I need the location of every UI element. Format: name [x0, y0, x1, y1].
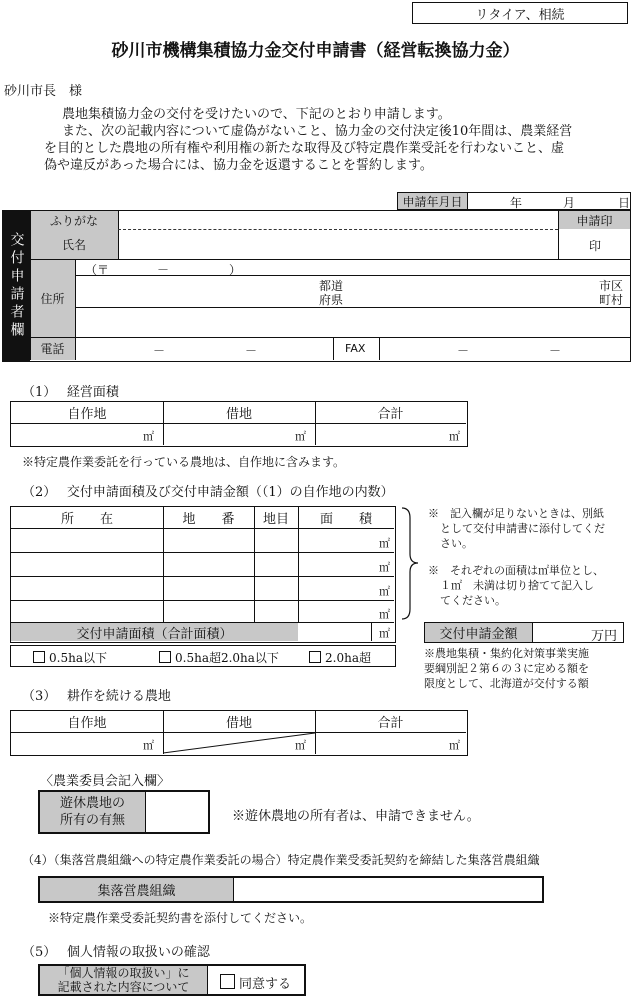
- sec2-note2-line2: １㎡ 未満は切り捨てて記入し: [440, 579, 594, 592]
- amount-box: [424, 622, 624, 643]
- sec2-total-label: 交付申請面積（合計面積）: [11, 623, 298, 641]
- fax-label: FAX: [345, 342, 366, 355]
- sec1-unit-total: ㎡: [449, 430, 460, 443]
- amount-note-line3: 限度として、北海道が交付する額: [424, 677, 589, 690]
- sec5-box: [38, 964, 306, 996]
- option-checkbox[interactable]: [33, 651, 45, 663]
- addressee: 砂川市長 様: [4, 84, 83, 99]
- sec1-header-lease: 借地: [225, 407, 252, 422]
- amount-unit: 万円: [591, 629, 618, 644]
- fax-dash-2: －: [549, 344, 562, 358]
- committee-label: [40, 792, 146, 832]
- agree-checkbox[interactable]: [220, 974, 235, 989]
- sec1-note: ※特定農作業委託を行っている農地は、自作地に含みます。: [22, 455, 346, 469]
- postal-code: （〒 － ）: [85, 263, 242, 277]
- sec1-unit-own: ㎡: [143, 430, 154, 443]
- option-0-5-2ha-label: 0.5ha超2.0ha以下: [175, 651, 279, 665]
- sec3-table: [10, 710, 468, 756]
- committee-label-line2: 所有の有無: [59, 813, 125, 828]
- sec2-note1-line3: さい。: [440, 537, 473, 550]
- amount-label: 交付申請金額: [425, 623, 533, 642]
- sec3-unit-own: ㎡: [143, 739, 154, 752]
- option-checkbox[interactable]: [309, 651, 321, 663]
- option-0-5ha-below-label: 0.5ha以下: [49, 651, 107, 665]
- sec2-header-location: 所 在: [60, 512, 113, 527]
- sec2-options-row: [10, 645, 396, 667]
- sec2-header-area: 面 積: [319, 512, 372, 527]
- phone-dash-2: －: [245, 344, 258, 358]
- city-bottom: 町村: [599, 293, 624, 307]
- brace-icon: [398, 506, 422, 621]
- pref-bottom: 府県: [319, 293, 344, 307]
- applicant-side-label-bg: [3, 211, 30, 361]
- sec3-unit-total: ㎡: [449, 739, 460, 752]
- seal-mark: 印: [589, 239, 602, 253]
- phone-dash-1: －: [153, 344, 166, 358]
- sec2-note1-line2: として交付申請書に添付してくだ: [440, 522, 605, 535]
- sec4-label: 集落営農組織: [40, 878, 234, 901]
- application-date-label: 申請年月日: [398, 193, 468, 209]
- option-2ha-over-label: 2.0ha超: [325, 651, 371, 665]
- date-month-unit: 月: [563, 196, 576, 210]
- sec2-unit-total: ㎡: [379, 627, 390, 640]
- category-tag: [412, 2, 628, 24]
- application-date-row: [397, 192, 631, 210]
- sec2-header-lot: 地 番: [182, 512, 235, 527]
- furigana-label: ふりがな: [30, 211, 118, 229]
- applicant-side-label: 交付申請者欄: [8, 232, 25, 340]
- sec4-note: ※特定農作業受委託契約書を添付してください。: [48, 911, 313, 925]
- sec2-note1: [428, 506, 605, 551]
- sec4-box: [38, 876, 544, 903]
- sec3-header-total: 合計: [377, 716, 404, 731]
- option-0-5ha-below[interactable]: [33, 649, 107, 666]
- sec2-note2: [428, 563, 604, 608]
- address-label: 住所: [30, 259, 75, 337]
- date-year-unit: 年: [510, 196, 523, 210]
- sec2-table: [10, 506, 396, 643]
- category-tag-text: リタイア、相続: [475, 7, 565, 23]
- sec3-unit-lease: ㎡: [295, 739, 306, 752]
- agree-option[interactable]: [220, 973, 291, 992]
- fax-dash-1: －: [457, 344, 470, 358]
- intro-line-1: 農地集積協力金の交付を受けたいので、下記のとおり申請します。: [62, 107, 451, 122]
- sec2-unit-row2: ㎡: [379, 561, 390, 574]
- sec2-header-landtype: 地目: [262, 512, 289, 527]
- sec3-heading: （3） 耕作を続ける農地: [22, 689, 171, 704]
- intro-line-3: を目的とした農地の所有権や利用権の新たな取得及び特定農作業受託を行わないこと、虚: [44, 141, 565, 156]
- option-2ha-over[interactable]: [309, 649, 371, 666]
- sec1-header-own: 自作地: [67, 407, 107, 422]
- sec1-heading: （1） 経営面積: [22, 385, 119, 400]
- sec2-unit-row4: ㎡: [379, 608, 390, 621]
- agree-label: 同意する: [239, 977, 292, 992]
- amount-note-line1: ※農地集積・集約化対策事業実施: [424, 647, 589, 660]
- committee-label-line1: 遊休農地の: [59, 796, 125, 811]
- intro-line-4: 偽や違反があった場合には、協力金を返還することを誓約します。: [44, 158, 433, 173]
- pref-top: 都道: [319, 279, 344, 293]
- sec2-unit-row1: ㎡: [379, 537, 390, 550]
- sec3-header-lease: 借地: [225, 716, 252, 731]
- sec2-note1-line1: ※ 記入欄が足りないときは、別紙: [428, 507, 604, 520]
- option-checkbox[interactable]: [159, 651, 171, 663]
- intro-line-2: また、次の記載内容について虚偽がないこと、協力金の交付決定後10年間は、農業経営: [62, 124, 573, 139]
- sec5-heading: （5） 個人情報の取扱いの確認: [22, 945, 210, 960]
- sec5-label-line1: 「個人情報の取扱い」に: [57, 966, 190, 980]
- sec3-header-own: 自作地: [67, 716, 107, 731]
- name-label: 氏名: [30, 229, 118, 259]
- sec4-heading: （4）（集落営農組織への特定農作業委託の場合）特定農作業受委託契約を締結した集落営農組織: [22, 853, 540, 867]
- committee-note: ※遊休農地の所有者は、申請できません。: [232, 809, 480, 824]
- applicant-table: [2, 210, 631, 362]
- sec5-label: [40, 966, 208, 994]
- amount-note: [424, 646, 589, 691]
- sec5-label-line2: 記載された内容について: [57, 980, 190, 994]
- phone-label: 電話: [30, 337, 75, 360]
- sec2-unit-row3: ㎡: [379, 585, 390, 598]
- lease-diagonal: [163, 732, 315, 754]
- sec2-heading: （2） 交付申請面積及び交付申請金額（（1）の自作地の内数）: [22, 485, 394, 500]
- seal-label: 申請印: [559, 211, 630, 229]
- committee-heading: 〈農業委員会記入欄〉: [40, 774, 171, 789]
- date-day-unit: 日: [618, 196, 631, 210]
- city-top: 市区: [599, 279, 624, 293]
- committee-box: [38, 790, 210, 834]
- sec1-header-total: 合計: [377, 407, 404, 422]
- page-title: 砂川市機構集積協力金交付申請書（経営転換協力金）: [111, 41, 520, 61]
- sec1-table: [10, 401, 468, 447]
- sec1-unit-lease: ㎡: [295, 430, 306, 443]
- option-0-5-2ha[interactable]: [159, 649, 279, 666]
- sec2-note2-line1: ※ それぞれの面積は㎡単位とし、: [428, 564, 604, 577]
- sec2-note2-line3: てください。: [440, 594, 506, 607]
- amount-note-line2: 要綱別記２第６の３に定める額を: [424, 662, 589, 675]
